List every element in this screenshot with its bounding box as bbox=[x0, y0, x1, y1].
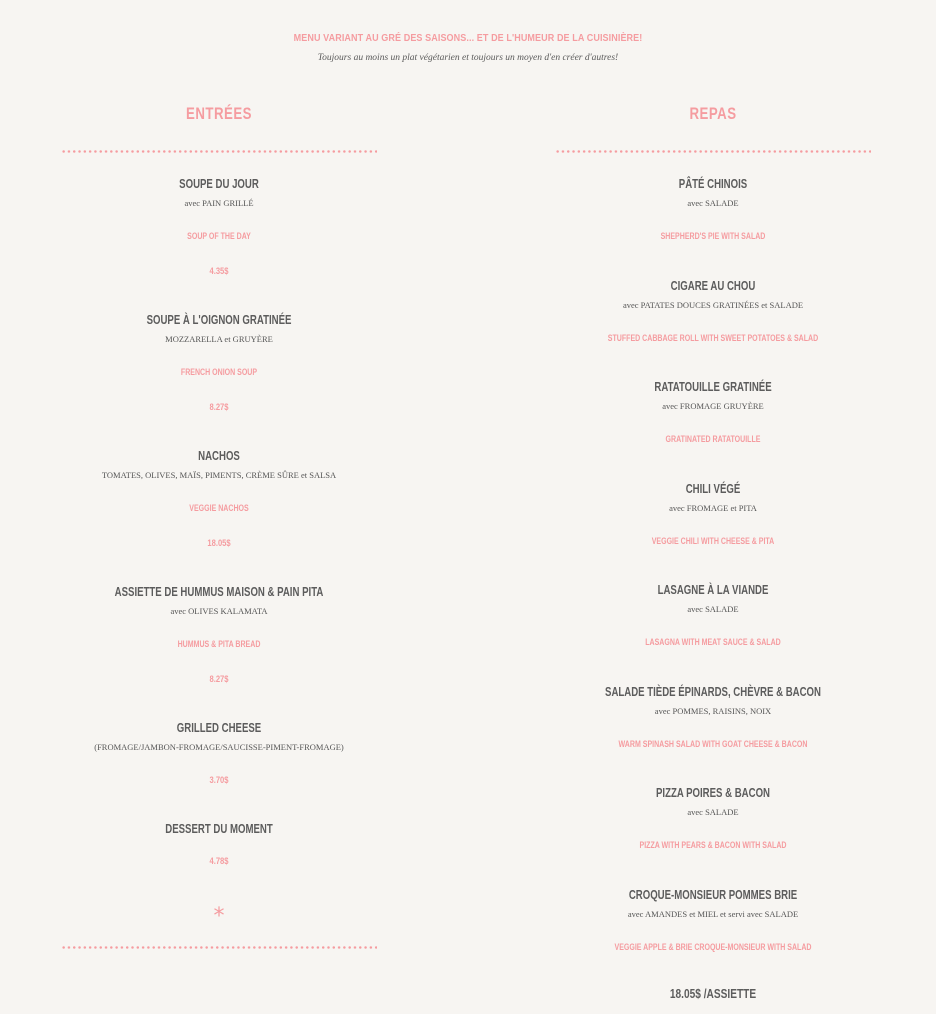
menu-item bbox=[553, 581, 873, 683]
item-description: avec SALADE bbox=[687, 807, 739, 817]
repas-list bbox=[553, 175, 873, 987]
asterisk-icon: * bbox=[213, 904, 225, 929]
item-english-name: STUFFED CABBAGE ROLL WITH SWEET POTATOES & SALAD bbox=[607, 332, 819, 344]
item-name: PÂTÉ CHINOIS bbox=[678, 176, 748, 191]
menu-title: MENU VARIANT AU GRÉ DES SAISONS... ET DE L'HUMEUR DE LA CUISINIÈRE! bbox=[293, 32, 643, 44]
menu-item bbox=[59, 583, 379, 719]
item-description: avec FROMAGE et PITA bbox=[669, 502, 757, 513]
menu-item bbox=[59, 447, 379, 583]
item-english-name: VEGGIE APPLE & BRIE CROQUE-MONSIEUR WITH SALAD bbox=[614, 941, 812, 953]
item-english-name: LASAGNA WITH MEAT SAUCE & SALAD bbox=[645, 637, 781, 648]
menu-item bbox=[59, 719, 379, 820]
entrees-column bbox=[59, 102, 379, 949]
item-description: avec PATATES DOUCES GRATINÉES et SALADE bbox=[622, 299, 804, 310]
item-name: DESSERT DU MOMENT bbox=[165, 821, 273, 836]
item-name: CIGARE AU CHOU bbox=[670, 277, 756, 293]
item-english-name: SHEPHERD'S PIE WITH SALAD bbox=[660, 231, 766, 242]
menu-item bbox=[553, 886, 873, 988]
item-description: avec SALADE bbox=[687, 604, 739, 614]
item-english-name: VEGGIE CHILI WITH CHEESE & PITA bbox=[651, 535, 775, 547]
item-english-name: FRENCH ONION SOUP bbox=[180, 367, 258, 378]
dotted-divider bbox=[61, 946, 377, 949]
item-price: 4.78$ bbox=[209, 856, 229, 867]
menu-item bbox=[553, 277, 873, 379]
item-english-name: VEGGIE NACHOS bbox=[189, 503, 249, 514]
item-price: 3.70$ bbox=[209, 775, 229, 786]
item-english-name: GRATINATED RATATOUILLE bbox=[665, 434, 761, 445]
menu-item bbox=[59, 175, 379, 311]
menu-item bbox=[59, 311, 379, 447]
menu-header bbox=[0, 32, 936, 63]
item-name: GRILLED CHEESE bbox=[176, 720, 262, 735]
item-price: 8.27$ bbox=[209, 674, 229, 685]
item-description: TOMATES, OLIVES, MAÏS, PIMENTS, CRÈME SÛRE et SALSA bbox=[101, 470, 337, 480]
item-name: CROQUE-MONSIEUR POMMES BRIE bbox=[628, 886, 798, 902]
entrees-title: ENTRÉES bbox=[186, 104, 252, 123]
dotted-divider bbox=[61, 150, 377, 153]
item-description: avec AMANDES et MIEL et servi avec SALADE bbox=[627, 908, 799, 919]
item-english-name: HUMMUS & PITA BREAD bbox=[177, 639, 261, 650]
item-name: CHILI VÉGÉ bbox=[685, 480, 741, 496]
repas-price: 18.05$ /ASSIETTE bbox=[669, 986, 757, 1001]
menu-item bbox=[553, 683, 873, 785]
menu-item bbox=[59, 820, 379, 906]
item-price: 8.27$ bbox=[209, 402, 229, 413]
item-name: ASSIETTE DE HUMMUS MAISON & PAIN PITA bbox=[114, 584, 324, 599]
item-description: avec FROMAGE GRUYÈRE bbox=[662, 401, 764, 411]
item-english-name: WARM SPINASH SALAD WITH GOAT CHEESE & BACON bbox=[618, 738, 808, 750]
item-name: SOUPE DU JOUR bbox=[179, 176, 259, 191]
item-name: NACHOS bbox=[198, 448, 240, 463]
item-name: SALADE TIÈDE ÉPINARDS, CHÈVRE & BACON bbox=[605, 683, 821, 699]
menu-item bbox=[553, 378, 873, 480]
item-description: avec OLIVES KALAMATA bbox=[170, 606, 268, 616]
repas-title: REPAS bbox=[689, 104, 737, 123]
item-description: avec PAIN GRILLÉ bbox=[184, 198, 254, 208]
item-name: LASAGNE À LA VIANDE bbox=[657, 582, 769, 597]
item-name: SOUPE À L'OIGNON GRATINÉE bbox=[146, 312, 292, 327]
item-price: 18.05$ bbox=[207, 538, 231, 549]
item-description: avec POMMES, RAISINS, NOIX bbox=[654, 705, 772, 716]
menu-item bbox=[553, 480, 873, 582]
menu-item bbox=[553, 784, 873, 886]
item-description: avec SALADE bbox=[687, 198, 739, 208]
item-english-name: PIZZA WITH PEARS & BACON WITH SALAD bbox=[639, 840, 787, 851]
entrees-list bbox=[59, 175, 379, 906]
item-english-name: SOUP OF THE DAY bbox=[187, 231, 251, 242]
item-name: PIZZA POIRES & BACON bbox=[655, 785, 771, 800]
item-description: (FROMAGE/JAMBON-FROMAGE/SAUCISSE-PIMENT-FROMAGE) bbox=[94, 742, 344, 752]
item-price: 4.35$ bbox=[209, 266, 229, 277]
dotted-divider bbox=[555, 150, 871, 153]
menu-item bbox=[553, 175, 873, 277]
item-name: RATATOUILLE GRATINÉE bbox=[654, 379, 772, 394]
item-description: MOZZARELLA et GRUYÈRE bbox=[165, 334, 273, 344]
menu-subtitle: Toujours au moins un plat végétarien et toujours un moyen d'en créer d'autres! bbox=[317, 53, 619, 63]
repas-column bbox=[553, 102, 873, 1003]
